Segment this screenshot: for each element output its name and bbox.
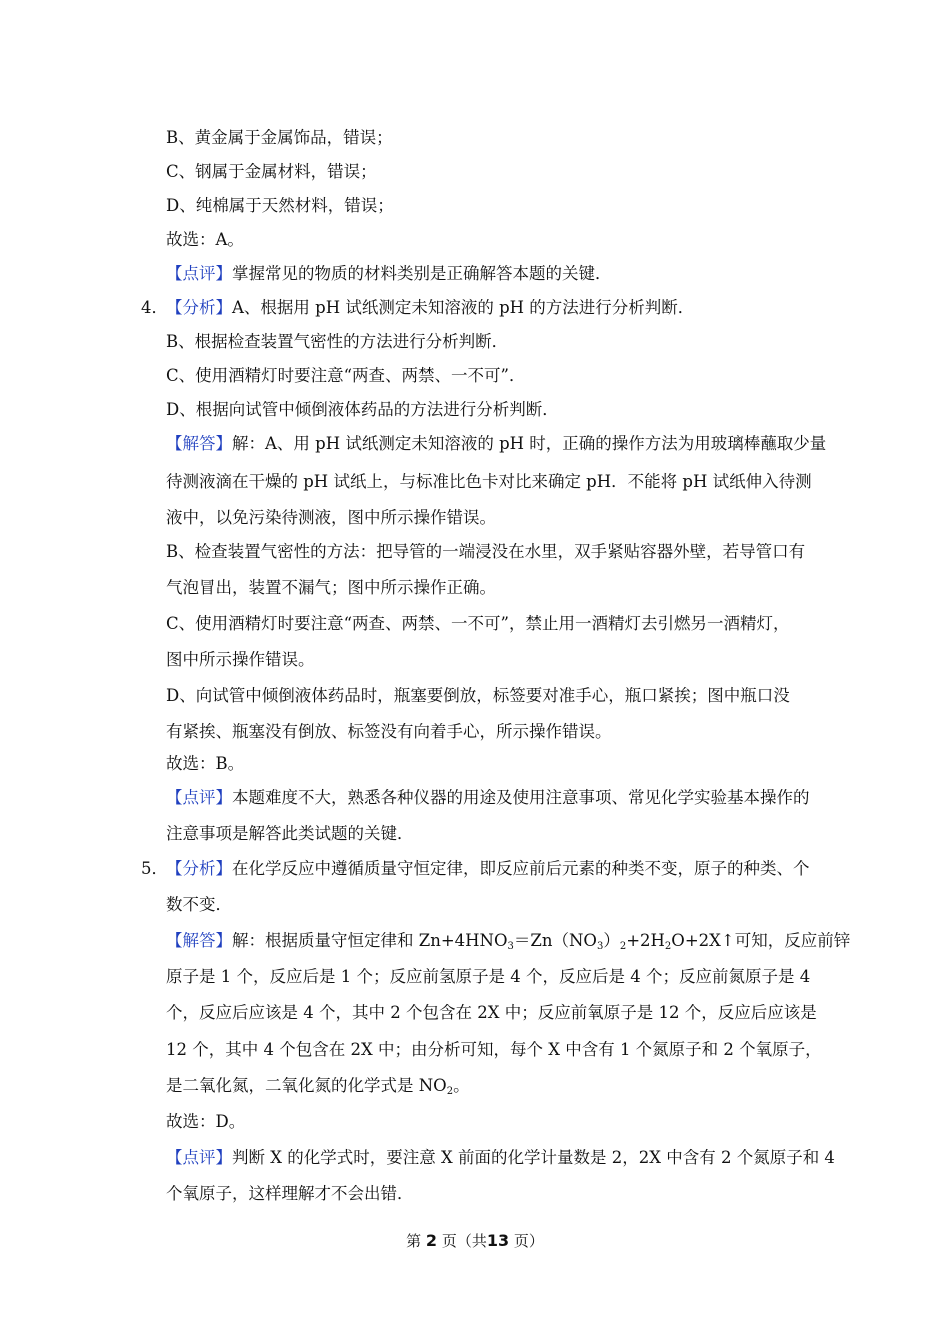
answer-line [166,1076,816,1096]
answer-text: 液中，以免污染待测液，图中所示操作错误。 [166,508,496,527]
analysis-text: D、根据向试管中倾倒液体药品的方法进行分析判断． [166,400,559,419]
answer-text: 有紧挨、瓶塞没有倒放、标签没有向着手心，所示操作错误。 [166,722,612,741]
answer-text: 气泡冒出，装置不漏气；图中所示操作正确。 [166,578,496,597]
subscript: 2 [446,1086,454,1097]
review-tag: 【点评】 [166,264,232,283]
review-line [166,1148,835,1168]
analysis-line [166,298,816,318]
choice-text: 故选：D。 [166,1112,246,1131]
footer-suffix: 页） [513,1232,544,1250]
review-line [166,788,816,808]
answer-text: C、使用酒精灯时要注意“两查、两禁、一不可”，禁止用一酒精灯去引燃另一酒精灯， [166,614,790,633]
subscript: 2 [664,941,672,952]
answer-text: 原子是 1 个，反应后是 1 个；反应前氢原子是 4 个，反应后是 4 个；反应前氮原子是 4 [166,967,811,986]
analysis-text: 在化学反应中遵循质量守恒定律，即反应前后元素的种类不变，原子的种类、个 [232,859,810,878]
answer-tag: 【解答】 [166,434,232,453]
answer-text: O+2X↑可知，反应前锌 [671,931,851,950]
option-c-text: C、钢属于金属材料，错误； [166,162,377,181]
answer-text: 。 [453,1076,470,1095]
answer-text: 是二氧化氮，二氧化氮的化学式是 NO [166,1076,447,1095]
review-line [166,264,816,284]
answer-text: +2H [626,931,665,950]
review-text: 注意事项是解答此类试题的关键． [166,824,414,843]
page-number: 2 [425,1231,438,1250]
page-footer [0,1231,950,1251]
footer-prefix: 第 [406,1232,422,1250]
answer-text: 待测液滴在干燥的 pH 试纸上，与标准比色卡对比来确定 pH．不能将 pH 试纸伸入待测 [166,472,812,491]
answer-text: 解：根据质量守恒定律和 Zn+4HNO [232,931,508,950]
footer-middle: 页（共 [441,1232,487,1250]
answer-text: B、检查装置气密性的方法：把导管的一端浸没在水里，双手紧贴容器外壁，若导管口有 [166,542,806,561]
answer-tag: 【解答】 [166,931,232,950]
analysis-text: 数不变． [166,895,232,914]
review-tag: 【点评】 [166,788,232,807]
review-text: 判断 X 的化学式时，要注意 X 前面的化学计量数是 2，2X 中含有 2 个氮原子和 4 [232,1148,835,1167]
review-text: 本题难度不大，熟悉各种仪器的用途及使用注意事项、常见化学实验基本操作的 [232,788,810,807]
answer-text: D、向试管中倾倒液体药品时，瓶塞要倒放，标签要对准手心，瓶口紧挨；图中瓶口没 [166,686,790,705]
analysis-text: A、根据用 pH 试纸测定未知溶液的 pH 的方法进行分析判断． [232,298,695,317]
analysis-text: B、根据检查装置气密性的方法进行分析判断． [166,332,509,351]
review-text: 个氧原子，这样理解才不会出错． [166,1184,414,1203]
question-number: 4． [141,298,168,317]
option-d-text: D、纯棉属于天然材料，错误； [166,196,394,215]
answer-text: 个，反应后应该是 4 个，其中 2 个包含在 2X 中；反应前氧原子是 12 个，反应后应该是 [166,1003,817,1022]
answer-text: ） [603,931,620,950]
subscript: 3 [507,941,514,952]
analysis-tag: 【分析】 [166,298,232,317]
analysis-line [166,859,816,879]
option-b-text: B、黄金属于金属饰品，错误； [166,128,393,147]
answer-line [166,434,827,454]
answer-text: 12 个，其中 4 个包含在 2X 中；由分析可知，每个 X 中含有 1 个氮原子和 2 个氧原子， [166,1040,822,1059]
total-pages: 13 [486,1231,510,1250]
answer-line [166,931,851,952]
choice-text: 故选：A。 [166,230,244,249]
answer-text: ＝Zn（NO [513,931,597,950]
review-text: 掌握常见的物质的材料类别是正确解答本题的关键． [232,264,612,283]
subscript: 2 [619,941,627,952]
subscript: 3 [596,941,604,952]
answer-text: 图中所示操作错误。 [166,650,315,669]
review-tag: 【点评】 [166,1148,232,1167]
question-number: 5． [141,859,168,878]
answer-text: 解：A、用 pH 试纸测定未知溶液的 pH 时，正确的操作方法为用玻璃棒蘸取少量 [232,434,827,453]
choice-text: 故选：B。 [166,754,245,773]
analysis-tag: 【分析】 [166,859,232,878]
analysis-text: C、使用酒精灯时要注意“两查、两禁、一不可”． [166,366,526,385]
